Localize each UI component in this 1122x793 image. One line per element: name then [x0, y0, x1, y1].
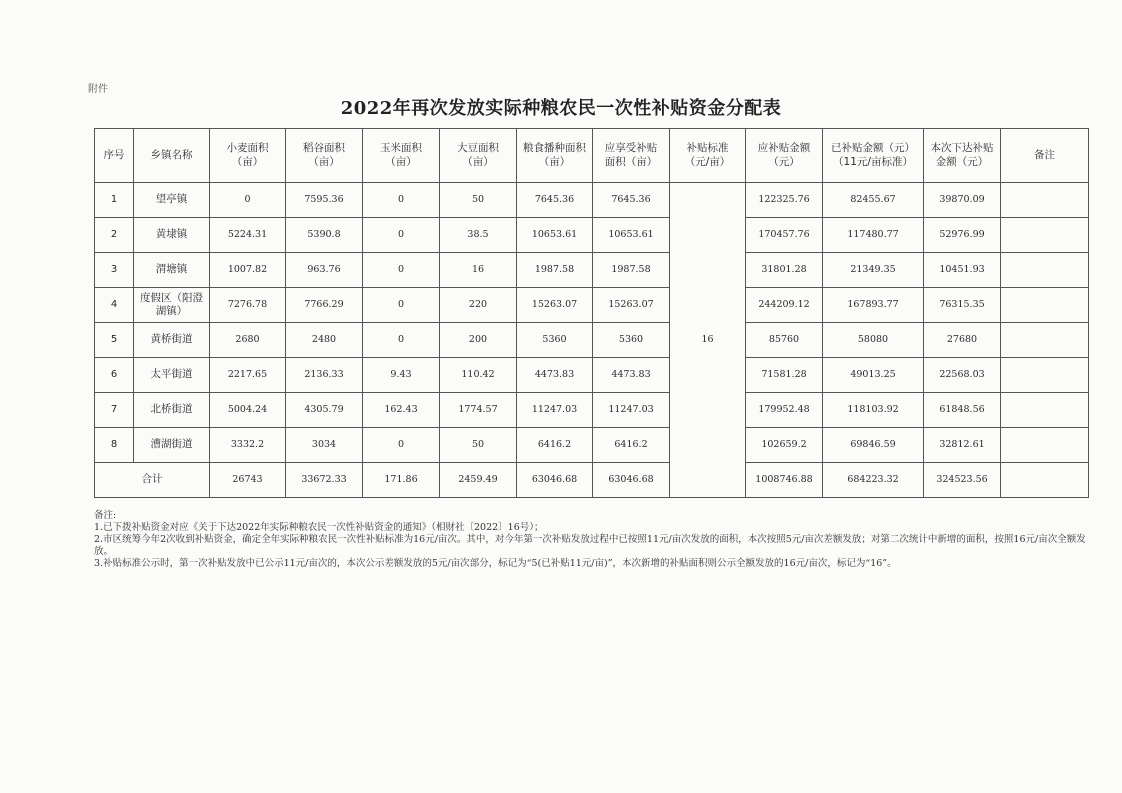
cell-grain: 15263.07: [517, 288, 593, 323]
cell-remark: [1001, 218, 1089, 253]
cell-grain: 11247.03: [517, 393, 593, 428]
header-remark: 备注: [1001, 129, 1089, 183]
total-row: [95, 463, 1089, 498]
cell-current: 22568.03: [924, 358, 1001, 393]
header-due: 应补贴金额 （元）: [746, 129, 823, 183]
header-town: 乡镇名称: [134, 129, 210, 183]
cell-grain: 7645.36: [517, 183, 593, 218]
total-due: 1008746.88: [746, 463, 823, 498]
total-wheat: 26743: [210, 463, 286, 498]
header-no: 序号: [95, 129, 134, 183]
cell-corn: 9.43: [363, 358, 440, 393]
header-soy: 大豆面积 （亩）: [440, 129, 517, 183]
header-wheat: 小麦面积 （亩）: [210, 129, 286, 183]
header-standard: 补贴标准 （元/亩）: [670, 129, 746, 183]
cell-wheat: 1007.82: [210, 253, 286, 288]
row-number: 7: [95, 393, 134, 428]
cell-wheat: 2680: [210, 323, 286, 358]
note-item-2: 2.市区统筹今年2次收到补贴资金，确定全年实际种粮农民一次性补贴标准为16元/亩次。其中，对今年第一次补贴发放过程中已按照11元/亩次发放的面积，本次按照5元/亩次差额发放；对第二次统计中新增的面积，按照16元/亩次全额发放。: [94, 534, 1086, 557]
cell-remark: [1001, 253, 1089, 288]
header-paid: 已补贴金额（元） （11元/亩标准）: [823, 129, 924, 183]
table-row: [95, 183, 1089, 218]
cell-rice: 2136.33: [286, 358, 363, 393]
cell-paid: 118103.92: [823, 393, 924, 428]
total-current: 324523.56: [924, 463, 1001, 498]
cell-rice: 7766.29: [286, 288, 363, 323]
table-header-row: [95, 129, 1089, 183]
cell-wheat: 0: [210, 183, 286, 218]
cell-due: 244209.12: [746, 288, 823, 323]
total-corn: 171.86: [363, 463, 440, 498]
header-eligible: 应享受补贴 面积（亩）: [593, 129, 670, 183]
cell-rice: 3034: [286, 428, 363, 463]
cell-paid: 69846.59: [823, 428, 924, 463]
cell-corn: 0: [363, 288, 440, 323]
cell-paid: 117480.77: [823, 218, 924, 253]
town-name: 望亭镇: [134, 183, 210, 218]
cell-grain: 10653.61: [517, 218, 593, 253]
subsidy-table: [94, 128, 1089, 498]
page-title: 2022年再次发放实际种粮农民一次性补贴资金分配表: [340, 98, 782, 119]
cell-paid: 21349.35: [823, 253, 924, 288]
row-number: 5: [95, 323, 134, 358]
cell-eligible: 1987.58: [593, 253, 670, 288]
cell-soy: 1774.57: [440, 393, 517, 428]
cell-soy: 220: [440, 288, 517, 323]
cell-subsidy-standard: 16: [670, 183, 746, 498]
cell-corn: 0: [363, 253, 440, 288]
cell-paid: 167893.77: [823, 288, 924, 323]
row-number: 2: [95, 218, 134, 253]
cell-due: 170457.76: [746, 218, 823, 253]
notes-heading: 备注:: [94, 510, 117, 521]
cell-corn: 0: [363, 183, 440, 218]
total-eligible: 63046.68: [593, 463, 670, 498]
town-name: 渭塘镇: [134, 253, 210, 288]
cell-eligible: 10653.61: [593, 218, 670, 253]
cell-grain: 4473.83: [517, 358, 593, 393]
total-remark: [1001, 463, 1089, 498]
table-row: [95, 288, 1089, 323]
cell-corn: 0: [363, 428, 440, 463]
cell-corn: 0: [363, 218, 440, 253]
cell-paid: 82455.67: [823, 183, 924, 218]
cell-rice: 2480: [286, 323, 363, 358]
cell-remark: [1001, 323, 1089, 358]
cell-eligible: 5360: [593, 323, 670, 358]
cell-soy: 16: [440, 253, 517, 288]
cell-eligible: 11247.03: [593, 393, 670, 428]
cell-soy: 200: [440, 323, 517, 358]
cell-rice: 7595.36: [286, 183, 363, 218]
notes-section: [94, 510, 1088, 570]
attachment-label: 附件: [88, 84, 108, 95]
cell-remark: [1001, 358, 1089, 393]
total-paid: 684223.32: [823, 463, 924, 498]
town-name: 度假区（阳澄湖镇）: [134, 288, 210, 323]
cell-wheat: 7276.78: [210, 288, 286, 323]
cell-remark: [1001, 183, 1089, 218]
cell-wheat: 5004.24: [210, 393, 286, 428]
table-row: [95, 358, 1089, 393]
cell-eligible: 4473.83: [593, 358, 670, 393]
town-name: 漕湖街道: [134, 428, 210, 463]
cell-paid: 49013.25: [823, 358, 924, 393]
header-rice: 稻谷面积 （亩）: [286, 129, 363, 183]
cell-due: 122325.76: [746, 183, 823, 218]
cell-grain: 5360: [517, 323, 593, 358]
cell-current: 76315.35: [924, 288, 1001, 323]
cell-eligible: 6416.2: [593, 428, 670, 463]
total-label: 合计: [95, 463, 210, 498]
cell-current: 32812.61: [924, 428, 1001, 463]
town-name: 太平街道: [134, 358, 210, 393]
total-rice: 33672.33: [286, 463, 363, 498]
cell-rice: 5390.8: [286, 218, 363, 253]
town-name: 黄桥街道: [134, 323, 210, 358]
cell-soy: 50: [440, 183, 517, 218]
cell-current: 61848.56: [924, 393, 1001, 428]
cell-due: 102659.2: [746, 428, 823, 463]
row-number: 8: [95, 428, 134, 463]
cell-rice: 963.76: [286, 253, 363, 288]
row-number: 6: [95, 358, 134, 393]
header-corn: 玉米面积 （亩）: [363, 129, 440, 183]
cell-remark: [1001, 393, 1089, 428]
cell-soy: 110.42: [440, 358, 517, 393]
cell-corn: 162.43: [363, 393, 440, 428]
town-name: 黄埭镇: [134, 218, 210, 253]
row-number: 1: [95, 183, 134, 218]
total-soy: 2459.49: [440, 463, 517, 498]
table-row: [95, 428, 1089, 463]
cell-due: 85760: [746, 323, 823, 358]
cell-grain: 1987.58: [517, 253, 593, 288]
cell-eligible: 15263.07: [593, 288, 670, 323]
table-row: [95, 393, 1089, 428]
cell-grain: 6416.2: [517, 428, 593, 463]
cell-remark: [1001, 428, 1089, 463]
header-grain: 粮食播种面积 （亩）: [517, 129, 593, 183]
cell-remark: [1001, 288, 1089, 323]
cell-current: 10451.93: [924, 253, 1001, 288]
cell-soy: 38.5: [440, 218, 517, 253]
cell-wheat: 5224.31: [210, 218, 286, 253]
note-item-3: 3.补贴标准公示时，第一次补贴发放中已公示11元/亩次的，本次公示差额发放的5元/亩次部分，标记为“5(已补贴11元/亩)”，本次新增的补贴面积则公示全额发放的16元/亩次，标记为“16”。: [94, 558, 897, 569]
table-row: [95, 253, 1089, 288]
cell-current: 27680: [924, 323, 1001, 358]
cell-current: 39870.09: [924, 183, 1001, 218]
cell-wheat: 2217.65: [210, 358, 286, 393]
cell-eligible: 7645.36: [593, 183, 670, 218]
cell-soy: 50: [440, 428, 517, 463]
cell-due: 71581.28: [746, 358, 823, 393]
cell-due: 31801.28: [746, 253, 823, 288]
table-row: [95, 323, 1089, 358]
table-row: [95, 218, 1089, 253]
row-number: 3: [95, 253, 134, 288]
total-grain: 63046.68: [517, 463, 593, 498]
header-current: 本次下达补贴 金额（元）: [924, 129, 1001, 183]
row-number: 4: [95, 288, 134, 323]
cell-current: 52976.99: [924, 218, 1001, 253]
note-item-1: 1.已下拨补贴资金对应《关于下达2022年实际种粮农民一次性补贴资金的通知》（相财社〔2022〕16号）；: [94, 522, 544, 533]
cell-paid: 58080: [823, 323, 924, 358]
cell-wheat: 3332.2: [210, 428, 286, 463]
cell-corn: 0: [363, 323, 440, 358]
cell-rice: 4305.79: [286, 393, 363, 428]
town-name: 北桥街道: [134, 393, 210, 428]
cell-due: 179952.48: [746, 393, 823, 428]
